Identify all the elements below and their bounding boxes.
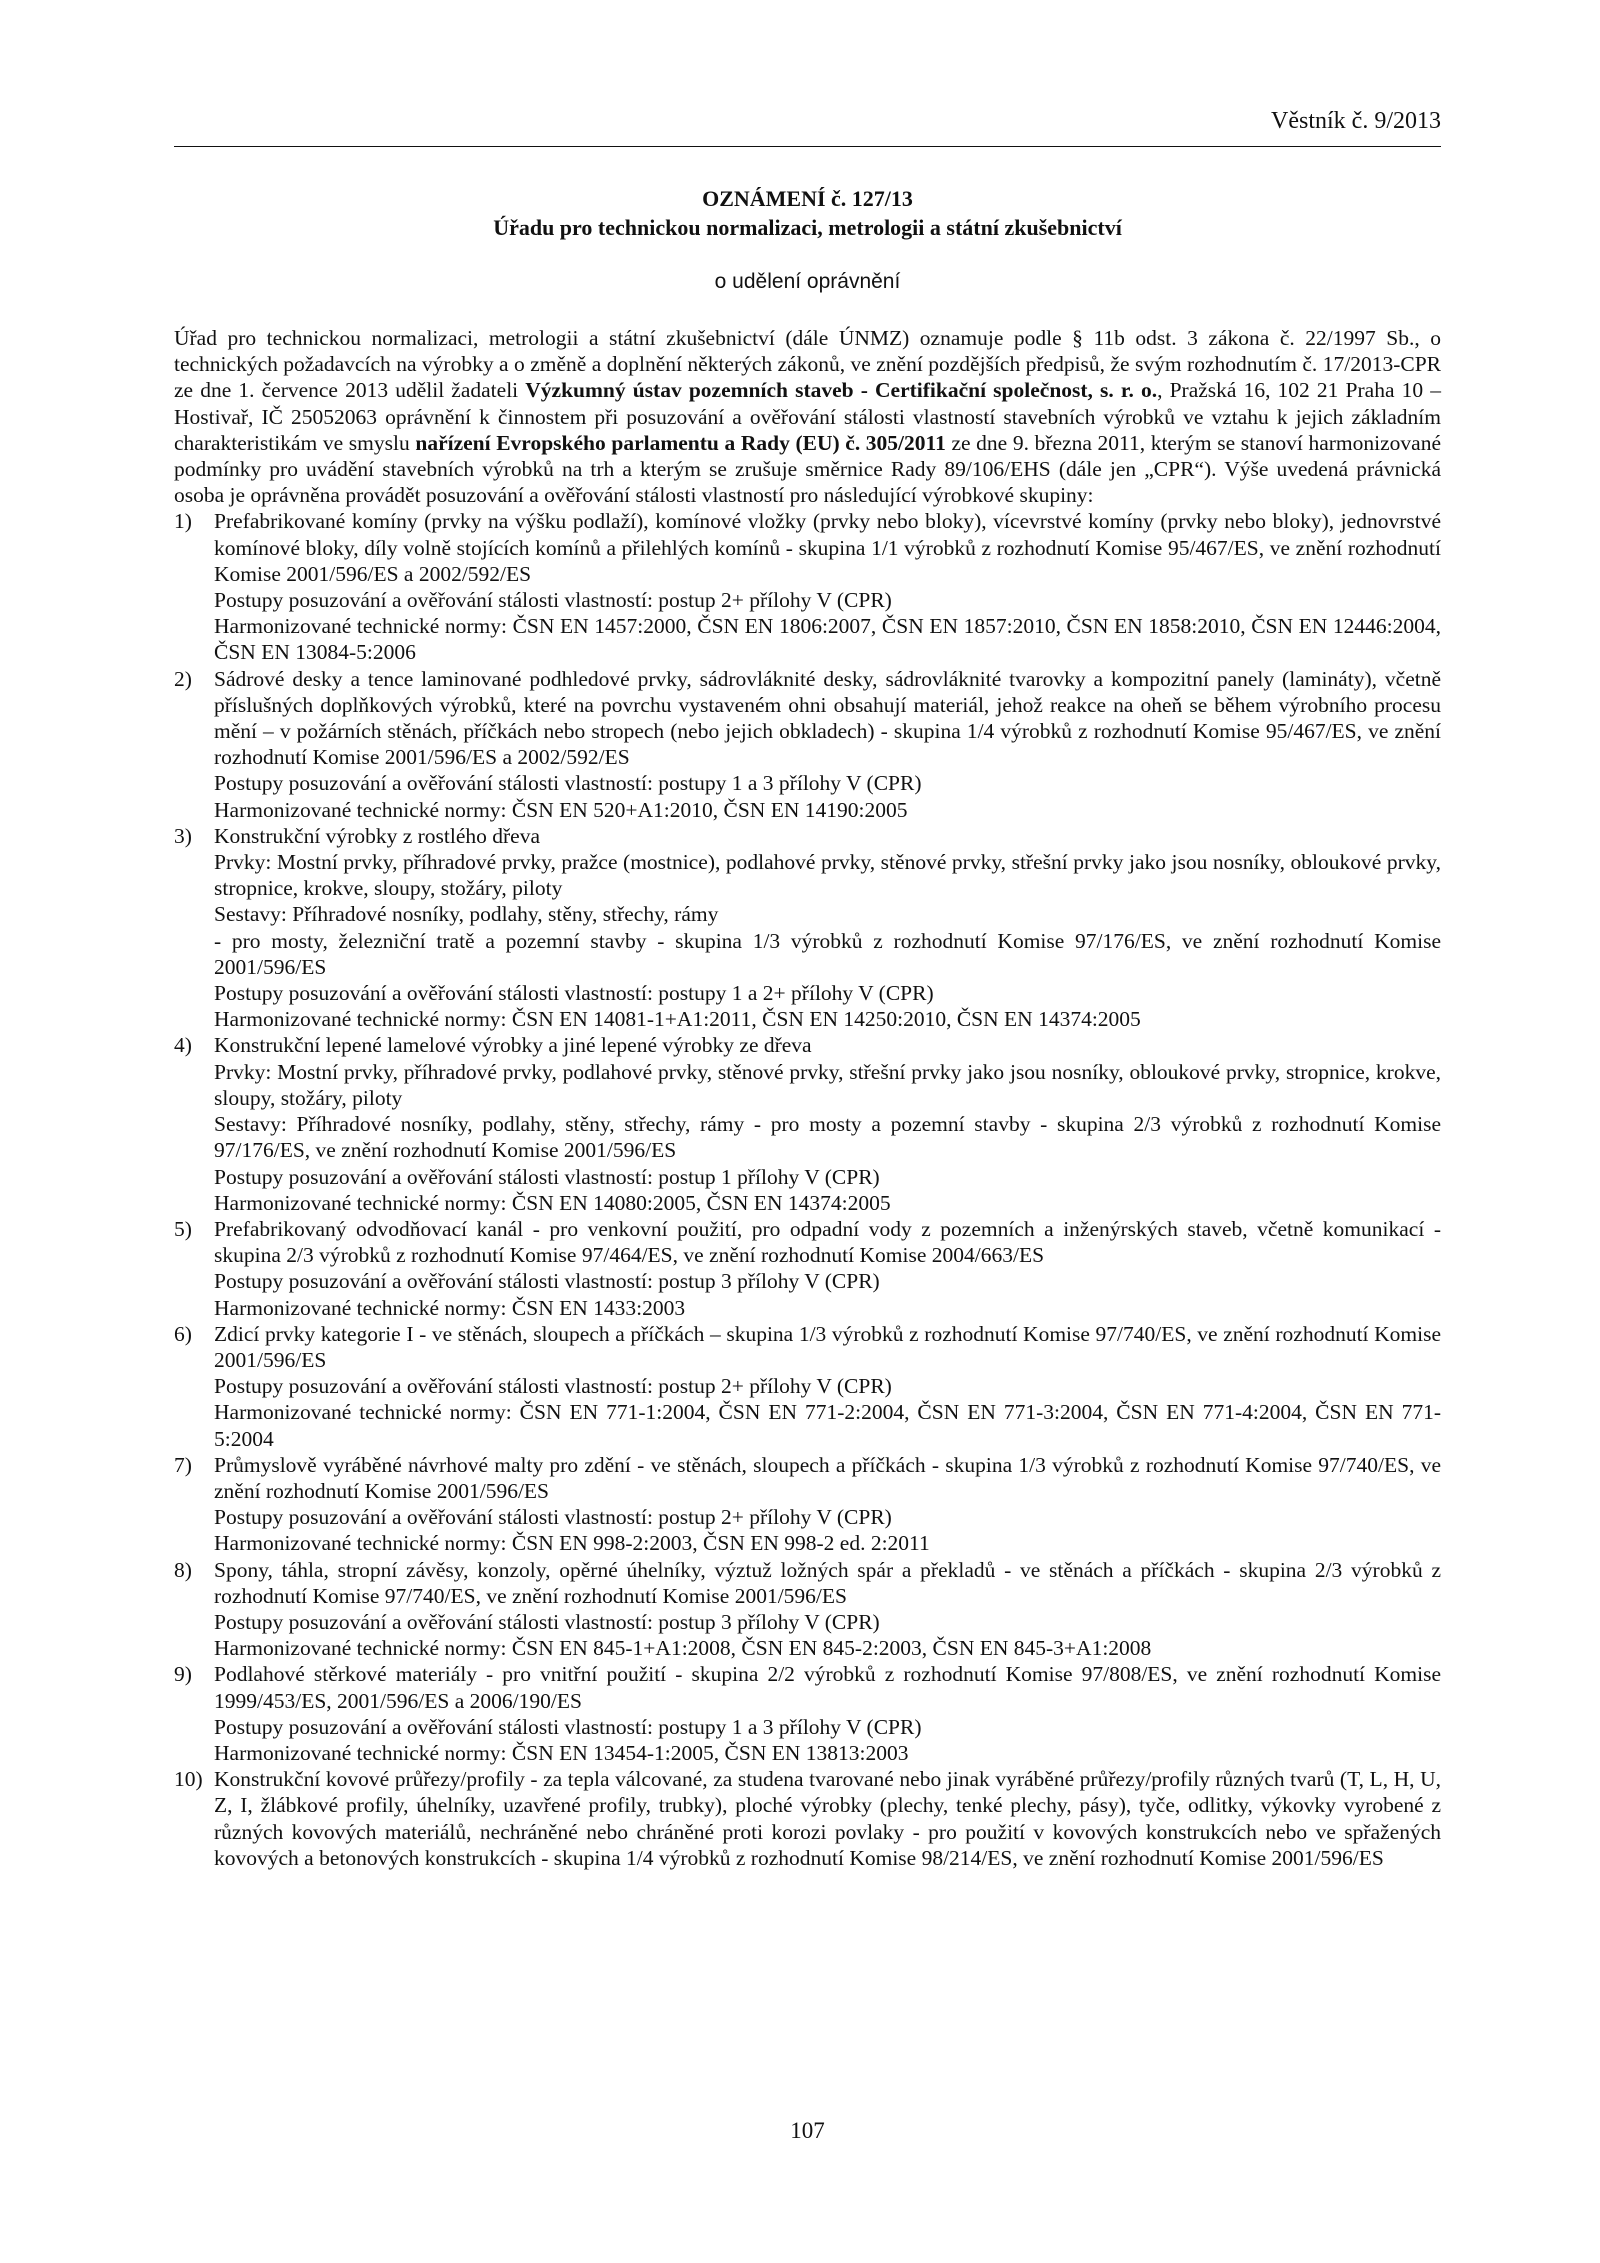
- list-item-number: 1): [174, 509, 192, 534]
- list-item-line: Sestavy: Příhradové nosníky, podlahy, stěny, střechy, rámy - pro mosty a pozemní stavby - skupina 2/3 výrobků z rozhodnutí Komise 97/176/ES, ve znění rozhodnutí Komise 2001/596/ES: [214, 1112, 1441, 1163]
- product-group-list: [174, 508, 1441, 1871]
- list-item-line: Harmonizované technické normy: ČSN EN 845-1+A1:2008, ČSN EN 845-2:2003, ČSN EN 845-3+A1:2008: [214, 1636, 1152, 1661]
- list-item: [174, 1452, 1441, 1557]
- list-item-line: Postupy posuzování a ověřování stálosti vlastností: postup 1 přílohy V (CPR): [214, 1164, 880, 1189]
- intro-paragraph: [174, 325, 1441, 508]
- list-item: [174, 1557, 1441, 1662]
- list-item-line: Harmonizované technické normy: ČSN EN 1433:2003: [214, 1295, 686, 1320]
- list-item-line: Harmonizované technické normy: ČSN EN 998-2:2003, ČSN EN 998-2 ed. 2:2011: [214, 1531, 930, 1556]
- list-item-line: Konstrukční kovové průřezy/profily - za tepla válcované, za studena tvarované nebo jinak vyráběné průřezy/profily různých tvarů (T, L, H, U, Z, I, žlábkové profily, úhelníky, uzavřené profily, trubky), ploché výrobky (plechy, tenké plechy, pásy), tyče, odlitky, výkovky vyrobené z různých kovových materiálů, nechráněné nebo chráněné proti korozi povlaky - pro použití v kovových konstrukcích nebo ve spřažených kovových a betonových konstrukcích - skupina 1/4 výrobků z rozhodnutí Komise 98/214/ES, ve znění rozhodnutí Komise 2001/596/ES: [214, 1767, 1441, 1870]
- intro-text-2: , Pražská 16, 102 21 Praha 10 – Hostivař, IČ 25052063 oprávnění k činnostem při posuzování a ověřování stálosti vlastností stavebních výrobků ve vztahu k jejich základním charakteristikám ve smyslu: [174, 378, 1441, 455]
- list-item-number: 10): [174, 1767, 203, 1792]
- list-item-line: Postupy posuzování a ověřování stálosti vlastností: postup 3 přílohy V (CPR): [214, 1269, 880, 1294]
- list-item: [174, 1321, 1441, 1452]
- list-item-line: Podlahové stěrkové materiály - pro vnitřní použití - skupina 2/2 výrobků z rozhodnutí Komise 97/808/ES, ve znění rozhodnutí Komise 1999/453/ES, 2001/596/ES a 2006/190/ES: [214, 1662, 1441, 1713]
- list-item-number: 8): [174, 1557, 192, 1582]
- list-item-number: 6): [174, 1321, 192, 1346]
- document-page: [174, 0, 1441, 2263]
- list-item-number: 3): [174, 823, 192, 848]
- list-item-line: Konstrukční výrobky z rostlého dřeva: [214, 823, 541, 848]
- list-item-number: 7): [174, 1452, 192, 1477]
- list-item-number: 5): [174, 1216, 192, 1241]
- list-item-line: Postupy posuzování a ověřování stálosti vlastností: postupy 1 a 3 přílohy V (CPR): [214, 1714, 922, 1739]
- intro-text-3: ze dne 9. března 2011, kterým se stanoví harmonizované podmínky pro uvádění stavebních výrobků na trh a kterým se zrušuje směrnice Rady 89/106/EHS (dále jen „CPR“). Výše uvedená právnická osoba je oprávněna provádět posuzování a ověřování stálosti vlastností pro následující výrobkové skupiny:: [174, 430, 1442, 508]
- list-item: [174, 508, 1441, 665]
- list-item-line: Postupy posuzování a ověřování stálosti vlastností: postup 2+ přílohy V (CPR): [214, 1374, 892, 1399]
- document-body: [174, 325, 1441, 1871]
- list-item-line: Harmonizované technické normy: ČSN EN 520+A1:2010, ČSN EN 14190:2005: [214, 797, 908, 822]
- list-item-line: Průmyslově vyráběné návrhové malty pro zdění - ve stěnách, sloupech a příčkách - skupina 1/3 výrobků z rozhodnutí Komise 97/740/ES, ve znění rozhodnutí Komise 2001/596/ES: [214, 1452, 1441, 1503]
- list-item-number: 4): [174, 1033, 192, 1058]
- list-item-number: 9): [174, 1662, 192, 1687]
- list-item-line: - pro mosty, železniční tratě a pozemní stavby - skupina 1/3 výrobků z rozhodnutí Komise 97/176/ES, ve znění rozhodnutí Komise 2001/596/ES: [214, 928, 1441, 979]
- list-item-line: Prefabrikované komíny (prvky na výšku podlaží), komínové vložky (prvky nebo bloky), vícevrstvé komíny (prvky nebo bloky), jednovrstvé komínové bloky, díly volně stojících komínů a přilehlých komínů - skupina 1/1 výrobků z rozhodnutí Komise 95/467/ES, ve znění rozhodnutí Komise 2001/596/ES a 2002/592/ES: [214, 509, 1441, 586]
- list-item-number: 2): [174, 666, 192, 691]
- list-item-line: Sestavy: Příhradové nosníky, podlahy, stěny, střechy, rámy: [214, 902, 719, 927]
- page-number: 107: [790, 2118, 825, 2143]
- list-item-line: Postupy posuzování a ověřování stálosti vlastností: postupy 1 a 2+ přílohy V (CPR): [214, 981, 934, 1006]
- list-item: [174, 1216, 1441, 1321]
- list-item-line: Harmonizované technické normy: ČSN EN 771-1:2004, ČSN EN 771-2:2004, ČSN EN 771-3:2004, ČSN EN 771-4:2004, ČSN EN 771-5:2004: [214, 1400, 1441, 1451]
- journal-header: Věstník č. 9/2013: [1271, 108, 1441, 134]
- list-item-line: Prvky: Mostní prvky, příhradové prvky, pražce (mostnice), podlahové prvky, stěnové prvky, střešní prvky jako jsou nosníky, obloukové prvky, stropnice, krokve, sloupy, stožáry, piloty: [214, 850, 1441, 901]
- header-divider: [174, 146, 1441, 147]
- list-item-line: Prvky: Mostní prvky, příhradové prvky, podlahové prvky, stěnové prvky, střešní prvky jako jsou nosníky, obloukové prvky, stropnice, krokve, sloupy, stožáry, piloty: [214, 1059, 1441, 1110]
- list-item-line: Konstrukční lepené lamelové výrobky a jiné lepené výrobky ze dřeva: [214, 1033, 812, 1058]
- list-item-line: Spony, táhla, stropní závěsy, konzoly, opěrné úhelníky, výztuž ložných spár a překladů - ve stěnách a příčkách - skupina 2/3 výrobků z rozhodnutí Komise 97/740/ES, ve znění rozhodnutí Komise 2001/596/ES: [214, 1557, 1441, 1608]
- list-item-line: Harmonizované technické normy: ČSN EN 1457:2000, ČSN EN 1806:2007, ČSN EN 1857:2010, ČSN EN 1858:2010, ČSN EN 12446:2004, ČSN EN 13084-5:2006: [214, 614, 1441, 665]
- list-item-line: Prefabrikovaný odvodňovací kanál - pro venkovní použití, pro odpadní vody z pozemních a inženýrských staveb, včetně komunikací - skupina 2/3 výrobků z rozhodnutí Komise 97/464/ES, ve znění rozhodnutí Komise 2004/663/ES: [214, 1216, 1441, 1268]
- list-item: [174, 666, 1441, 823]
- list-item-line: Sádrové desky a tence laminované podhledové prvky, sádrovláknité desky, sádrovláknité tvarovky a kompozitní panely (lamináty), včetně příslušných doplňkových výrobků, které na povrchu vystaveném ohni obsahují materiál, jehož reakce na oheň se během výrobního procesu mění – v požárních stěnách, příčkách nebo stropech (nebo jejich obkladech) - skupina 1/4 výrobků z rozhodnutí Komise 95/467/ES, ve znění rozhodnutí Komise 2001/596/ES a 2002/592/ES: [214, 666, 1441, 770]
- office-title: Úřadu pro technickou normalizaci, metrologii a státní zkušebnictví: [493, 215, 1122, 240]
- list-item-line: Harmonizované technické normy: ČSN EN 14080:2005, ČSN EN 14374:2005: [214, 1190, 891, 1215]
- list-item: [174, 1032, 1441, 1215]
- list-item-line: Postupy posuzování a ověřování stálosti vlastností: postupy 1 a 3 přílohy V (CPR): [214, 771, 922, 796]
- list-item-line: Harmonizované technické normy: ČSN EN 14081-1+A1:2011, ČSN EN 14250:2010, ČSN EN 14374:2005: [214, 1007, 1141, 1032]
- list-item: [174, 1766, 1441, 1871]
- intro-text-1: Úřad pro technickou normalizaci, metrologii a státní zkušebnictví (dále ÚNMZ) oznamuje podle § 11b odst. 3 zákona č. 22/1997 Sb., o technických požadavcích na výrobky a o změně a doplnění některých zákonů, ve znění pozdějších předpisů, že svým rozhodnutím č. 17/2013-CPR ze dne 1. července 2013 udělil žadateli: [174, 326, 1441, 403]
- list-item-line: Zdicí prvky kategorie I - ve stěnách, sloupech a příčkách – skupina 1/3 výrobků z rozhodnutí Komise 97/740/ES, ve znění rozhodnutí Komise 2001/596/ES: [214, 1321, 1441, 1372]
- applicant-name: Výzkumný ústav pozemních staveb - Certifikační společnost, s. r. o.: [525, 378, 1158, 403]
- announcement-title: OZNÁMENÍ č. 127/13: [702, 186, 913, 211]
- list-item: [174, 1661, 1441, 1766]
- list-item: [174, 823, 1441, 1033]
- list-item-line: Postupy posuzování a ověřování stálosti vlastností: postup 2+ přílohy V (CPR): [214, 1505, 892, 1530]
- regulation-reference: nařízení Evropského parlamentu a Rady (EU) č. 305/2011: [415, 430, 946, 455]
- announcement-subtitle: o udělení oprávnění: [714, 270, 901, 293]
- list-item-line: Postupy posuzování a ověřování stálosti vlastností: postup 3 přílohy V (CPR): [214, 1609, 880, 1634]
- list-item-line: Harmonizované technické normy: ČSN EN 13454-1:2005, ČSN EN 13813:2003: [214, 1740, 909, 1765]
- list-item-line: Postupy posuzování a ověřování stálosti vlastností: postup 2+ přílohy V (CPR): [214, 588, 892, 613]
